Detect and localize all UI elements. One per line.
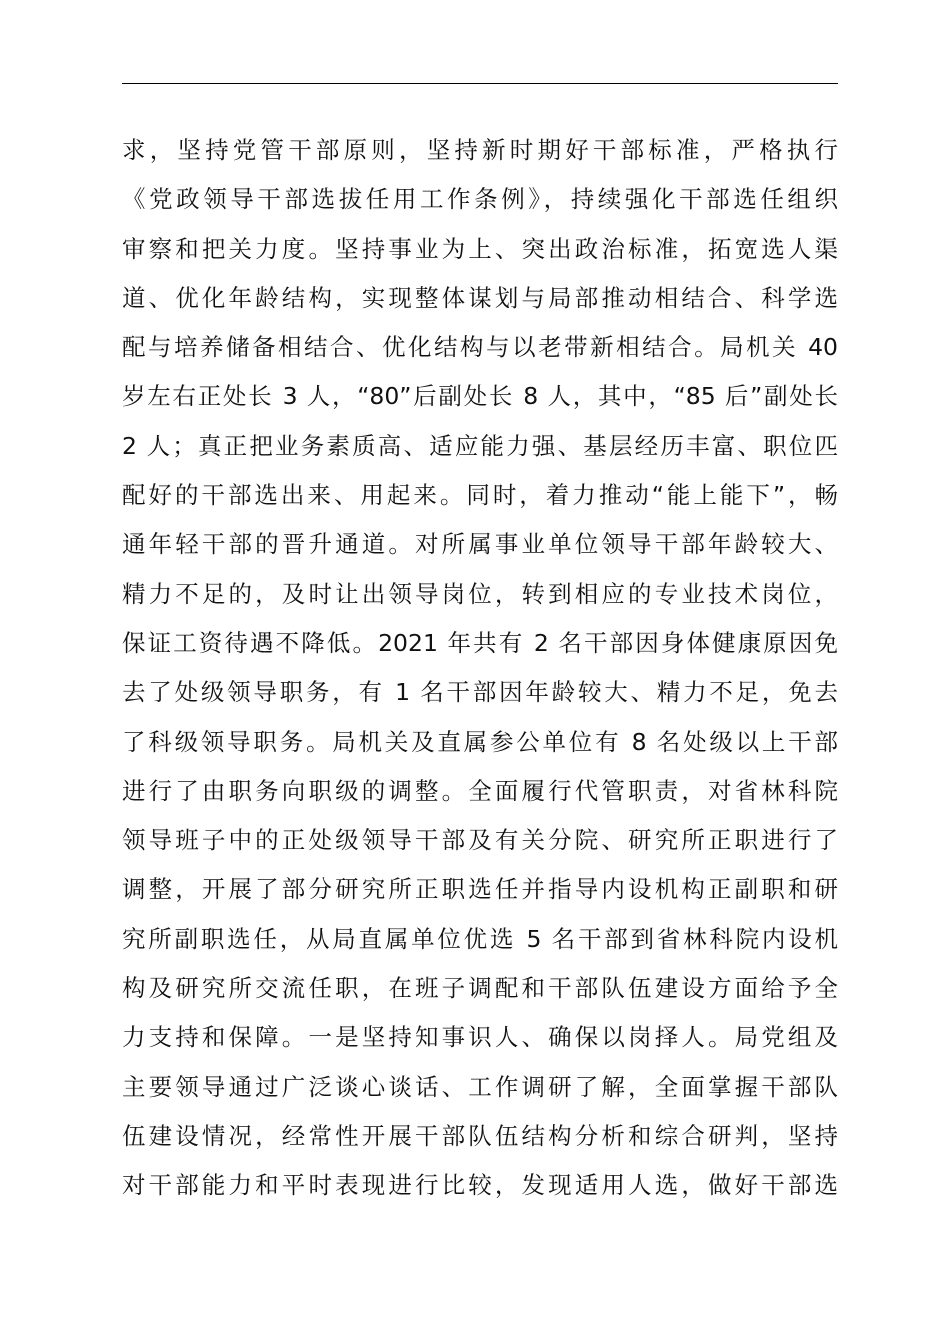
text-line: 主要领导通过广泛谈心谈话、工作调研了解，全面掌握干部队 bbox=[122, 1072, 838, 1101]
text-line: 求，坚持党管干部原则，坚持新时期好干部标准，严格执行 bbox=[122, 136, 838, 164]
text-line: 构及研究所交流任职，在班子调配和干部队伍建设方面给予全 bbox=[122, 974, 838, 1003]
text-line: 力支持和保障。一是坚持知事识人、确保以岗择人。局党组及 bbox=[122, 1023, 838, 1052]
header-divider bbox=[122, 83, 838, 84]
text-line: 究所副职选任，从局直属单位优选 5 名干部到省林科院内设机 bbox=[122, 924, 838, 953]
text-line: 精力不足的，及时让出领导岗位，转到相应的专业技术岗位， bbox=[122, 579, 838, 608]
text-line: 2 人；真正把业务素质高、适应能力强、基层经历丰富、职位匹 bbox=[122, 431, 838, 460]
text-line: 岁左右正处长 3 人，“80”后副处长 8 人，其中，“85 后”副处长 bbox=[122, 382, 838, 411]
body-paragraph bbox=[122, 126, 838, 1211]
text-line: 《党政领导干部选拔任用工作条例》，持续强化干部选任组织 bbox=[122, 185, 838, 214]
text-line: 审察和把关力度。坚持事业为上、突出政治标准，拓宽选人渠 bbox=[122, 234, 838, 263]
text-line: 配好的干部选出来、用起来。同时，着力推动“能上能下”，畅 bbox=[122, 481, 838, 510]
text-line: 调整，开展了部分研究所正职选任并指导内设机构正副职和研 bbox=[122, 875, 838, 904]
text-line: 保证工资待遇不降低。2021 年共有 2 名干部因身体健康原因免 bbox=[122, 628, 838, 657]
text-line: 伍建设情况，经常性开展干部队伍结构分析和综合研判，坚持 bbox=[122, 1121, 838, 1150]
text-line: 领导班子中的正处级领导干部及有关分院、研究所正职进行了 bbox=[122, 826, 838, 855]
text-line: 了科级领导职务。局机关及直属参公单位有 8 名处级以上干部 bbox=[122, 727, 838, 756]
text-line: 配与培养储备相结合、优化结构与以老带新相结合。局机关 40 bbox=[122, 333, 838, 362]
text-line: 对干部能力和平时表现进行比较，发现适用人选，做好干部选 bbox=[122, 1171, 838, 1200]
text-line: 道、优化年龄结构，实现整体谋划与局部推动相结合、科学选 bbox=[122, 283, 838, 312]
text-line: 去了处级领导职务，有 1 名干部因年龄较大、精力不足，免去 bbox=[122, 678, 838, 707]
text-line: 进行了由职务向职级的调整。全面履行代管职责，对省林科院 bbox=[122, 776, 838, 805]
text-line: 通年轻干部的晋升通道。对所属事业单位领导干部年龄较大、 bbox=[122, 530, 838, 559]
